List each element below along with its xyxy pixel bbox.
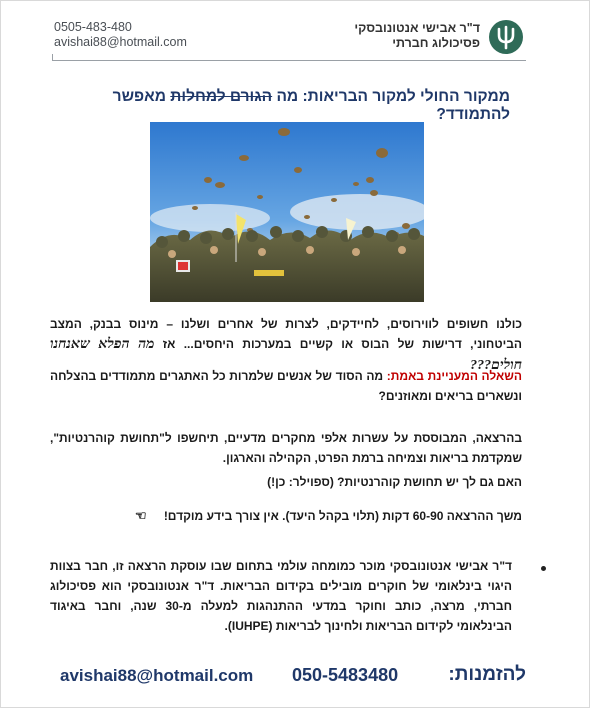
- duration-text: משך ההרצאה 60-90 דקות (תלוי בקהל היעד). אין צורך בידע מוקדם!: [163, 509, 522, 523]
- header-contact: [54, 20, 187, 50]
- footer-phone[interactable]: 050-5483480: [292, 665, 399, 685]
- title-part2: מאפשר להתמודד?: [112, 88, 510, 123]
- header-email[interactable]: avishai88@hotmail.com: [54, 35, 187, 49]
- question-text: מה הסוד של אנשים שלמרות כל האתגרים מתמודדים בהצלחה ונשארים בריאים ומאוזנים?: [50, 369, 522, 403]
- bio-paragraph: ד"ר אבישי אנטונובסקי מוכר כמומחה עולמי בתחום שבו עוסקת הרצאה זו, חבר בצוות היגוי בינלאומי של חוקרים מובילים בקידום הבריאות. ד"ר אנטונובסקי הוא פסיכולוג חברתי, מרצה, כותב וחוקר במדעי ההתנהגות למעלה מ-30 שנה, וחבר באיגוד הבינלאומי לקידום הבריאות ולחינוך לבריאות (IUHPE).: [50, 559, 512, 633]
- footer-email[interactable]: avishai88@hotmail.com: [60, 666, 254, 685]
- coherence-question: האם גם לך יש תחושת קוהרנטיות? (ספוילר: כן!): [267, 475, 522, 489]
- question-paragraph: [50, 366, 522, 406]
- brand-name: ד"ר אבישי אנטונובסקי: [354, 21, 480, 35]
- duration-line: [122, 506, 522, 526]
- header-rule: [52, 60, 526, 61]
- header: [0, 0, 590, 62]
- footer-label: להזמנות:: [448, 664, 526, 685]
- bullet-icon: [541, 566, 546, 571]
- lecture-paragraph: בהרצאה, המבוססת על עשרות אלפי מחקרים מדעיים, תיחשפו ל"תחושת קוהרנטיות", שמקדמת בריאות וצמיחה ברמת הפרט, הקהילה והארגון.: [50, 431, 522, 465]
- header-phone[interactable]: 0505-483-480: [54, 20, 132, 34]
- title-struck: הגורם למחלות: [170, 88, 273, 105]
- title-part1: ממקור החולי למקור הבריאות: מה: [276, 88, 510, 105]
- pointing-hand-icon: ☜: [134, 508, 147, 523]
- intro-emphasis: מה הפלא שאנחנו חולים???: [50, 337, 522, 373]
- intro-text: כולנו חשופים לווירוסים, לחיידקים, לצרות של אחרים ושלנו – מינוס בבנק, המצב הביטחוני, דרישות של הבוס או קשיים במערכות היחסים... אז: [50, 317, 523, 351]
- page-title: [40, 88, 510, 124]
- question-label: השאלה המעניינת באמת:: [386, 369, 522, 383]
- brand-title: פסיכולוג חברתי: [392, 36, 480, 50]
- brand-block: [354, 21, 480, 51]
- footer: [0, 660, 590, 694]
- celebration-photo: [150, 122, 424, 302]
- psi-logo-icon: [489, 20, 523, 54]
